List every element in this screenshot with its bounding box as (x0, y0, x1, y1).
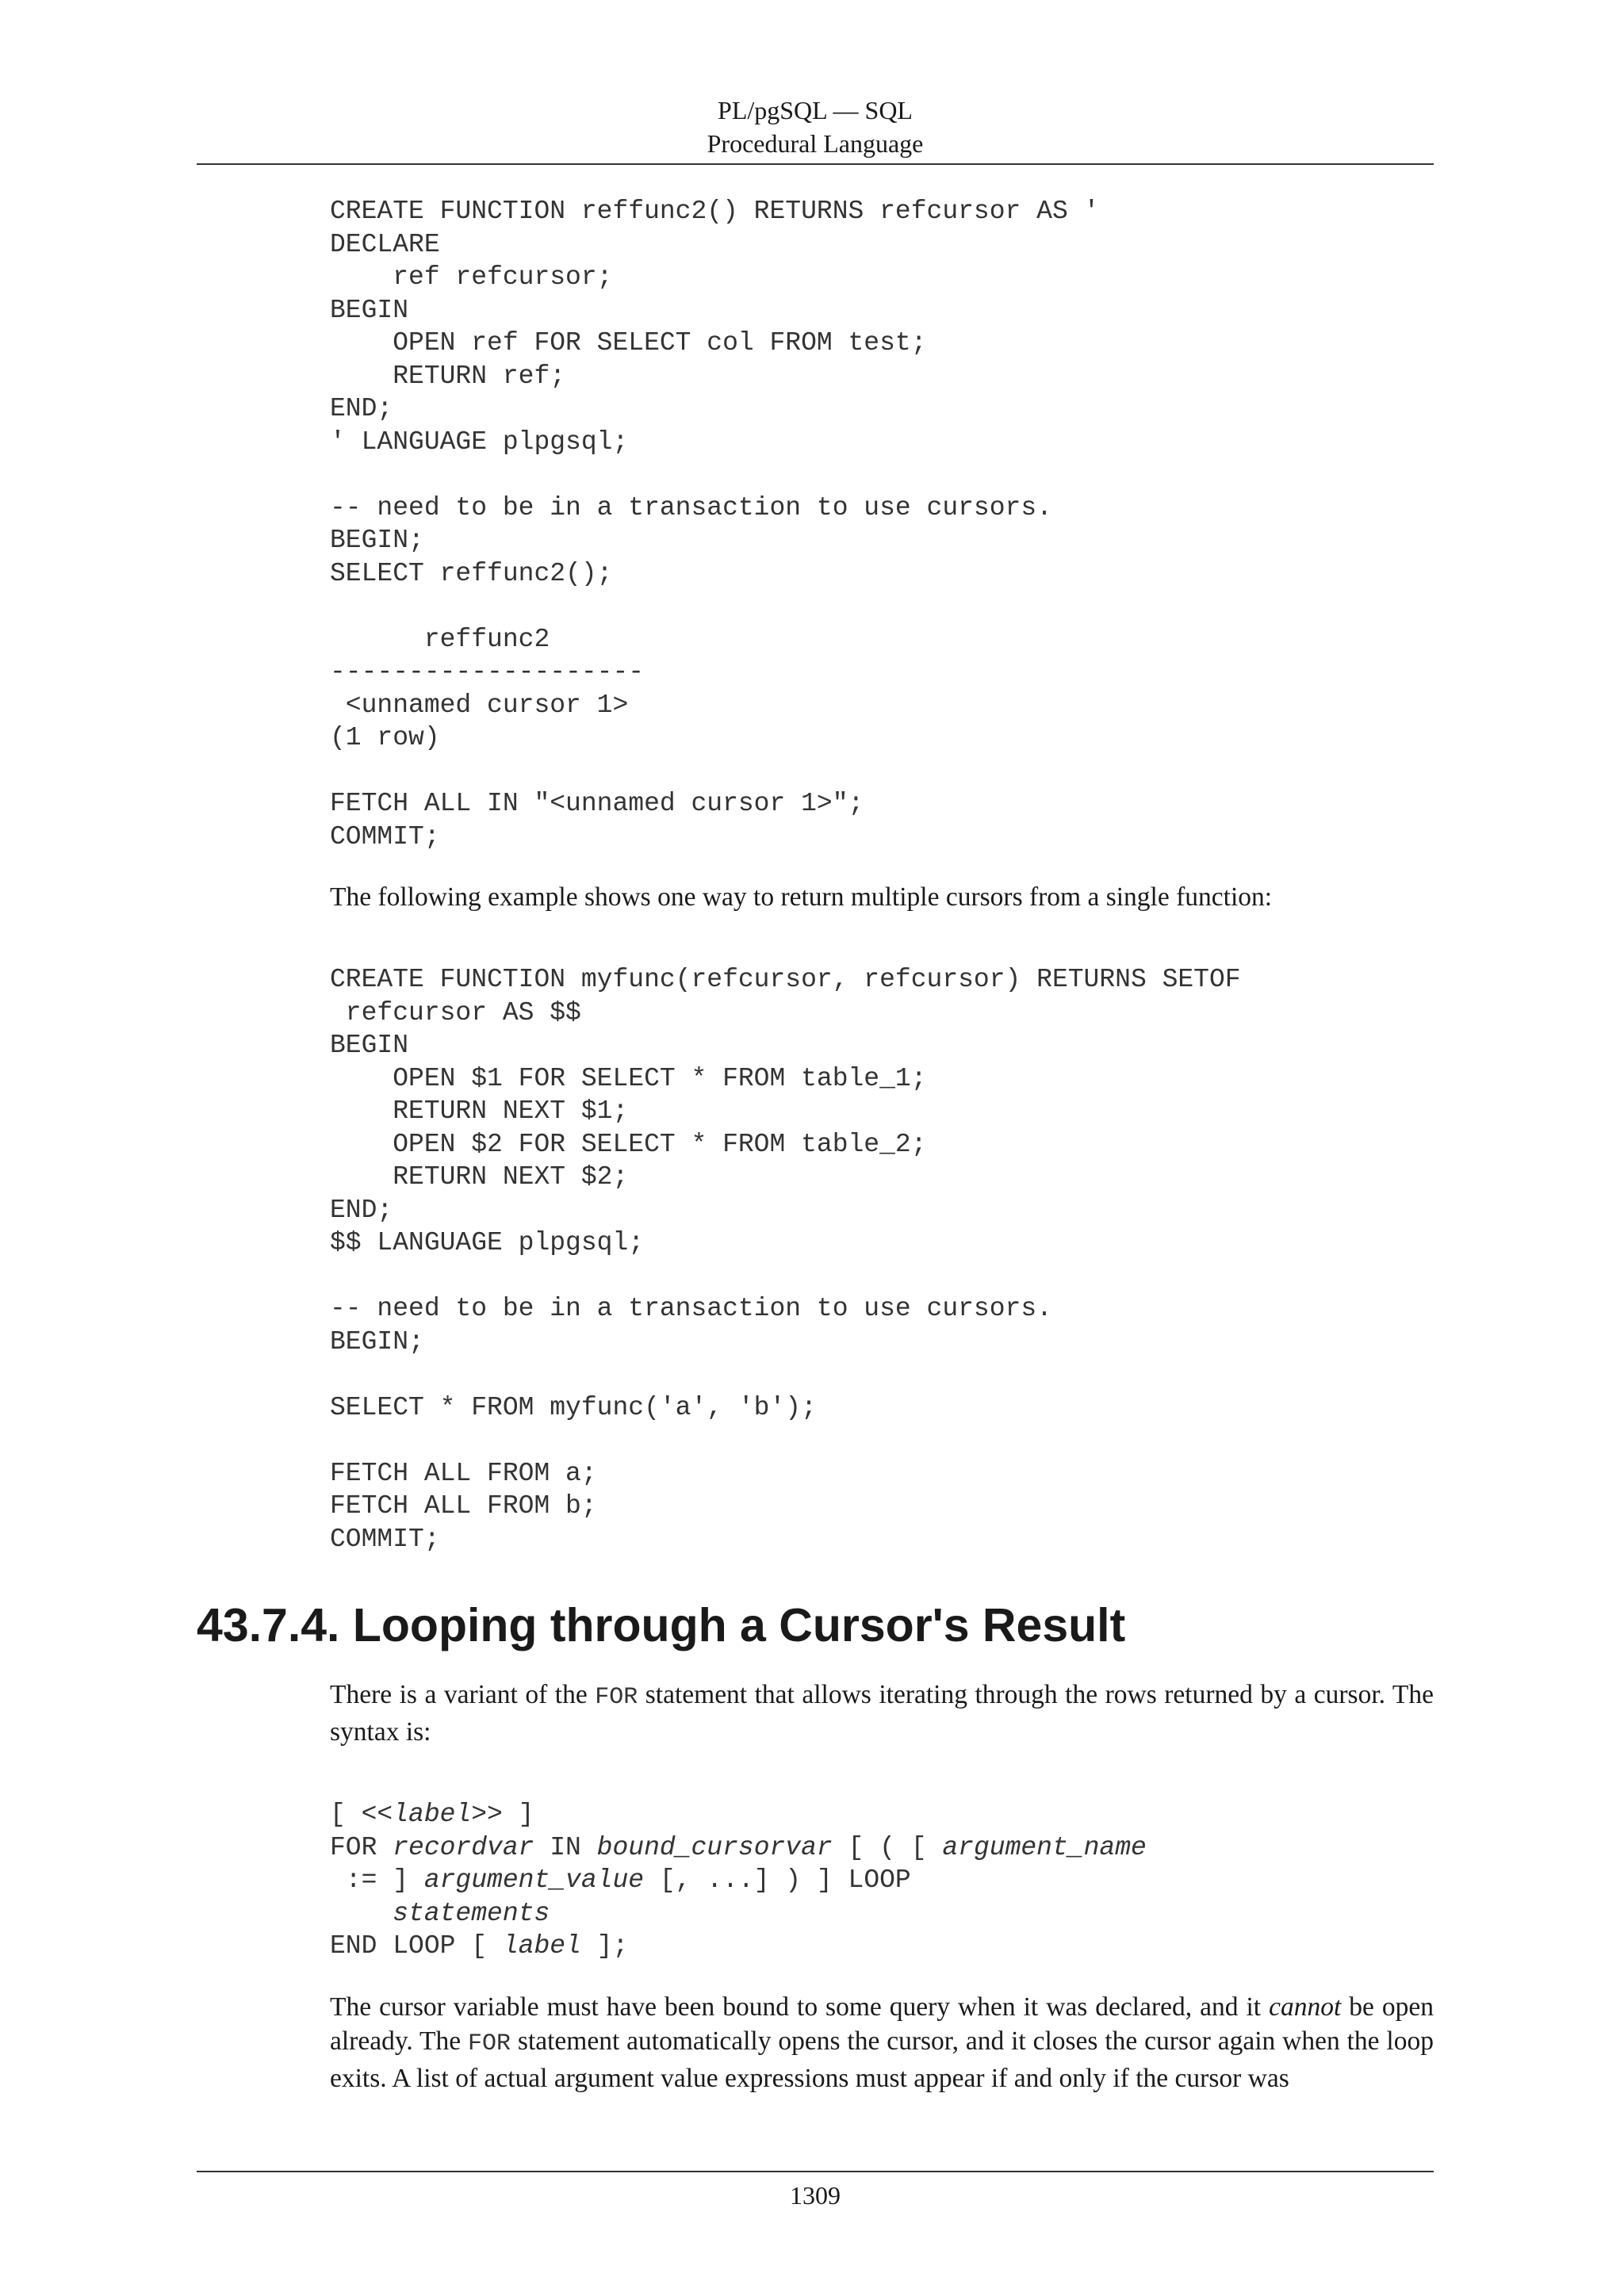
syntax-param-label: label (393, 1800, 472, 1829)
para-text: be open already. The (330, 1992, 1434, 2056)
syntax-param-bound-cursorvar: bound_cursorvar (596, 1832, 833, 1862)
para-text: statement that allows iterating through the rows returned by a cursor. The syntax is: (330, 1680, 1434, 1747)
paragraph-for-variant (330, 1678, 1434, 1749)
syntax-text: := ] (330, 1866, 424, 1895)
footer-rule (197, 2171, 1434, 2172)
page-content (330, 195, 1434, 1556)
syntax-text: [ << (330, 1800, 393, 1829)
paragraph-multiple-cursors: The following example shows one way to return multiple cursors from a single function: (330, 882, 1273, 912)
syntax-text: END LOOP [ (330, 1931, 503, 1961)
inline-code-for: FOR (595, 1684, 638, 1711)
syntax-text: [, ...] ) ] LOOP (644, 1866, 911, 1895)
syntax-text: [ ( [ (832, 1832, 943, 1862)
page-header (197, 94, 1434, 160)
syntax-param-recordvar: recordvar (393, 1832, 534, 1862)
syntax-text: IN (534, 1832, 597, 1862)
header-title: PL/pgSQL — SQL (718, 96, 913, 124)
syntax-param-label: label (502, 1931, 581, 1961)
para-text: The cursor variable must have been bound to some query when it was declared, and it (330, 1992, 1270, 2022)
section-heading: 43.7.4. Looping through a Cursor's Result (197, 1599, 1126, 1651)
code-block-reffunc2: CREATE FUNCTION reffunc2() RETURNS refcursor AS ' DECLARE ref refcursor; BEGIN OPEN ref FOR SELECT col FROM test; RETURN ref; END; ' LANGUAGE plpgsql; -- need to be in a transaction to use cursors. BEGIN; SELECT reffunc2(); reffunc2 -------------------- <unnamed cursor 1> (1 row) FETCH ALL IN "<unnamed cursor 1>"; COMMIT; (330, 197, 1100, 851)
para-text: There is a variant of the (330, 1680, 596, 1709)
code-block-myfunc: CREATE FUNCTION myfunc(refcursor, refcursor) RETURNS SETOF refcursor AS $$ BEGIN OPEN $1 FOR SELECT * FROM table_1; RETURN NEXT $1; OPEN $2 FOR SELECT * FROM table_2; RETURN NEXT $2; END; $$ LANGUAGE plpgsql; -- need to be in a transaction to use cursors. BEGIN; SELECT * FROM myfunc('a', 'b'); FETCH ALL FROM a; FETCH ALL FROM b; COMMIT; (330, 965, 1241, 1554)
inline-code-for: FOR (468, 2030, 511, 2057)
header-subtitle: Procedural Language (707, 129, 924, 158)
syntax-text: >> ] (471, 1800, 534, 1829)
page-number: 1309 (790, 2181, 841, 2210)
syntax-param-argument-name: argument_name (942, 1832, 1147, 1862)
syntax-block (330, 1798, 1434, 1963)
syntax-text: ]; (580, 1931, 629, 1961)
para-text: statement automatically opens the cursor, and it closes the cursor again when the loop exits. A list of actual argument value expressions must appear if and only if the cursor was (330, 2026, 1434, 2093)
syntax-text: FOR (330, 1832, 393, 1862)
header-rule (197, 163, 1434, 165)
paragraph-cursor-bound (330, 1990, 1434, 2095)
section-content (330, 1678, 1434, 2095)
emphasis-cannot: cannot (1269, 1992, 1342, 2022)
syntax-param-statements: statements (393, 1898, 550, 1928)
syntax-param-argument-value: argument_value (423, 1866, 645, 1895)
